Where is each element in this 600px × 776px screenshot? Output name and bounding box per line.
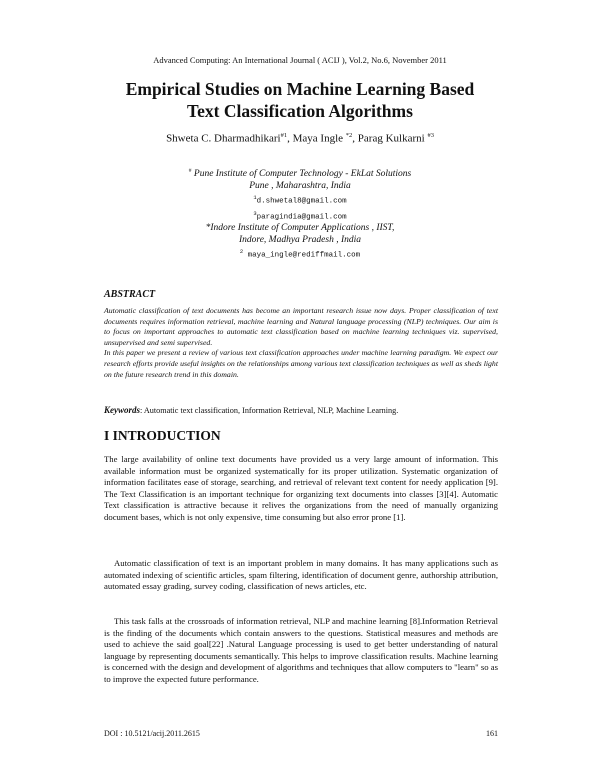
email-3-mark: 3: [253, 209, 257, 217]
journal-header: Advanced Computing: An International Journal ( ACIJ ), Vol.2, No.6, November 2011: [153, 55, 447, 65]
email-1: d.shwetal8@gmail.com: [256, 197, 347, 206]
author-3: Parag Kulkarni: [357, 132, 425, 145]
section-heading: I INTRODUCTION: [104, 428, 221, 443]
author-2-mark: *2: [345, 132, 353, 139]
paragraph-1: The large availability of online text documents have provided us a very large amount of information. This available information must be organized systematically for its proper utilization. Systematic organization of information facilitates ease of storage, searching, and retrieval of relevant text content for needy application [9]. The Text Classification is an important technique for organizing text documents into classes [3][4]. Automatic Text classification is attractive because it relives the organizations from the need of manually organizing document bases, which is not only expensive, time consuming but also error prone [1].: [104, 454, 498, 522]
page-number: 161: [486, 729, 498, 738]
author-2: Maya Ingle: [292, 132, 344, 145]
page-footer: [104, 729, 498, 738]
keywords-label: Keywords: [104, 405, 140, 415]
paragraph-3: This task falls at the crossroads of information retrieval, NLP and machine learning [8].Information Retrieval is the finding of the documents which contain answers to the questions. Statistical measures and methods are used to achieve the said goal[22] .Natural Language processing is used to get better understanding of natural language by representing documents semantically. This helps to improve classification results. Machine learning is concerned with the design and development of algorithms and techniques that allow computers to "learn" so as to improve the expected future performance.: [104, 616, 498, 684]
affiliation-2-location: Indore, Madhya Pradesh , India: [238, 235, 362, 245]
keywords-text: : Automatic text classification, Information Retrieval, NLP, Machine Learning.: [140, 406, 399, 415]
title-line-2: Text Classification Algorithms: [187, 101, 413, 121]
affiliation-1-institute: Pune Institute of Computer Technology - EkLat Solutions: [191, 169, 412, 180]
author-3-mark: #3: [427, 132, 434, 139]
author-list: [0, 132, 600, 145]
email-2: maya_ingle@rediffmail.com: [243, 251, 361, 260]
abstract-body: [104, 306, 498, 380]
affiliation-1-location: Pune , Maharashtra, India: [249, 181, 351, 192]
keywords-line: [104, 405, 504, 415]
affiliation-1: [0, 165, 600, 223]
paragraph-2: Automatic classification of text is an important problem in many domains. It has many applications such as automated indexing of scientific articles, spam filtering, identification of document genre, authorship attribution, automated essay grading, survey coding, classification of news articles, etc.: [104, 558, 498, 592]
author-separator: ,: [287, 132, 293, 145]
affiliation-1-mark: #: [188, 168, 192, 174]
doi: DOI : 10.5121/acij.2011.2615: [104, 729, 200, 738]
affiliation-2: [0, 222, 600, 262]
affiliation-2-institute: *Indore Institute of Computer Applications , IIST,: [205, 223, 395, 233]
abstract-text-2: In this paper we present a review of various text classification approaches under machine learning paradigm. We expect our research efforts provide useful insights on the relationships among various text classification techniques as well as sheds light on the future research trend in this domain.: [104, 348, 498, 379]
paper-title: [0, 78, 600, 122]
email-3: paragindia@gmail.com: [256, 213, 347, 222]
abstract-text-1: Automatic classification of text documents has become an important research issue now days. Proper classification of text documents requires information retrieval, machine learning and Natural language processing (NLP) techniques. Our aim is to focus on important approaches to automatic text classification based on machine learning techniques viz. supervised, unsupervised and semi supervised.: [104, 306, 498, 347]
author-separator: ,: [352, 132, 358, 145]
email-2-mark: 2: [239, 248, 244, 255]
title-line-1: Empirical Studies on Machine Learning Based: [125, 79, 475, 99]
author-1: Shweta C. Dharmadhikari: [166, 132, 281, 145]
email-1-mark: 1: [253, 194, 257, 202]
abstract-heading: ABSTRACT: [104, 289, 156, 300]
author-1-mark: #1: [280, 132, 288, 139]
